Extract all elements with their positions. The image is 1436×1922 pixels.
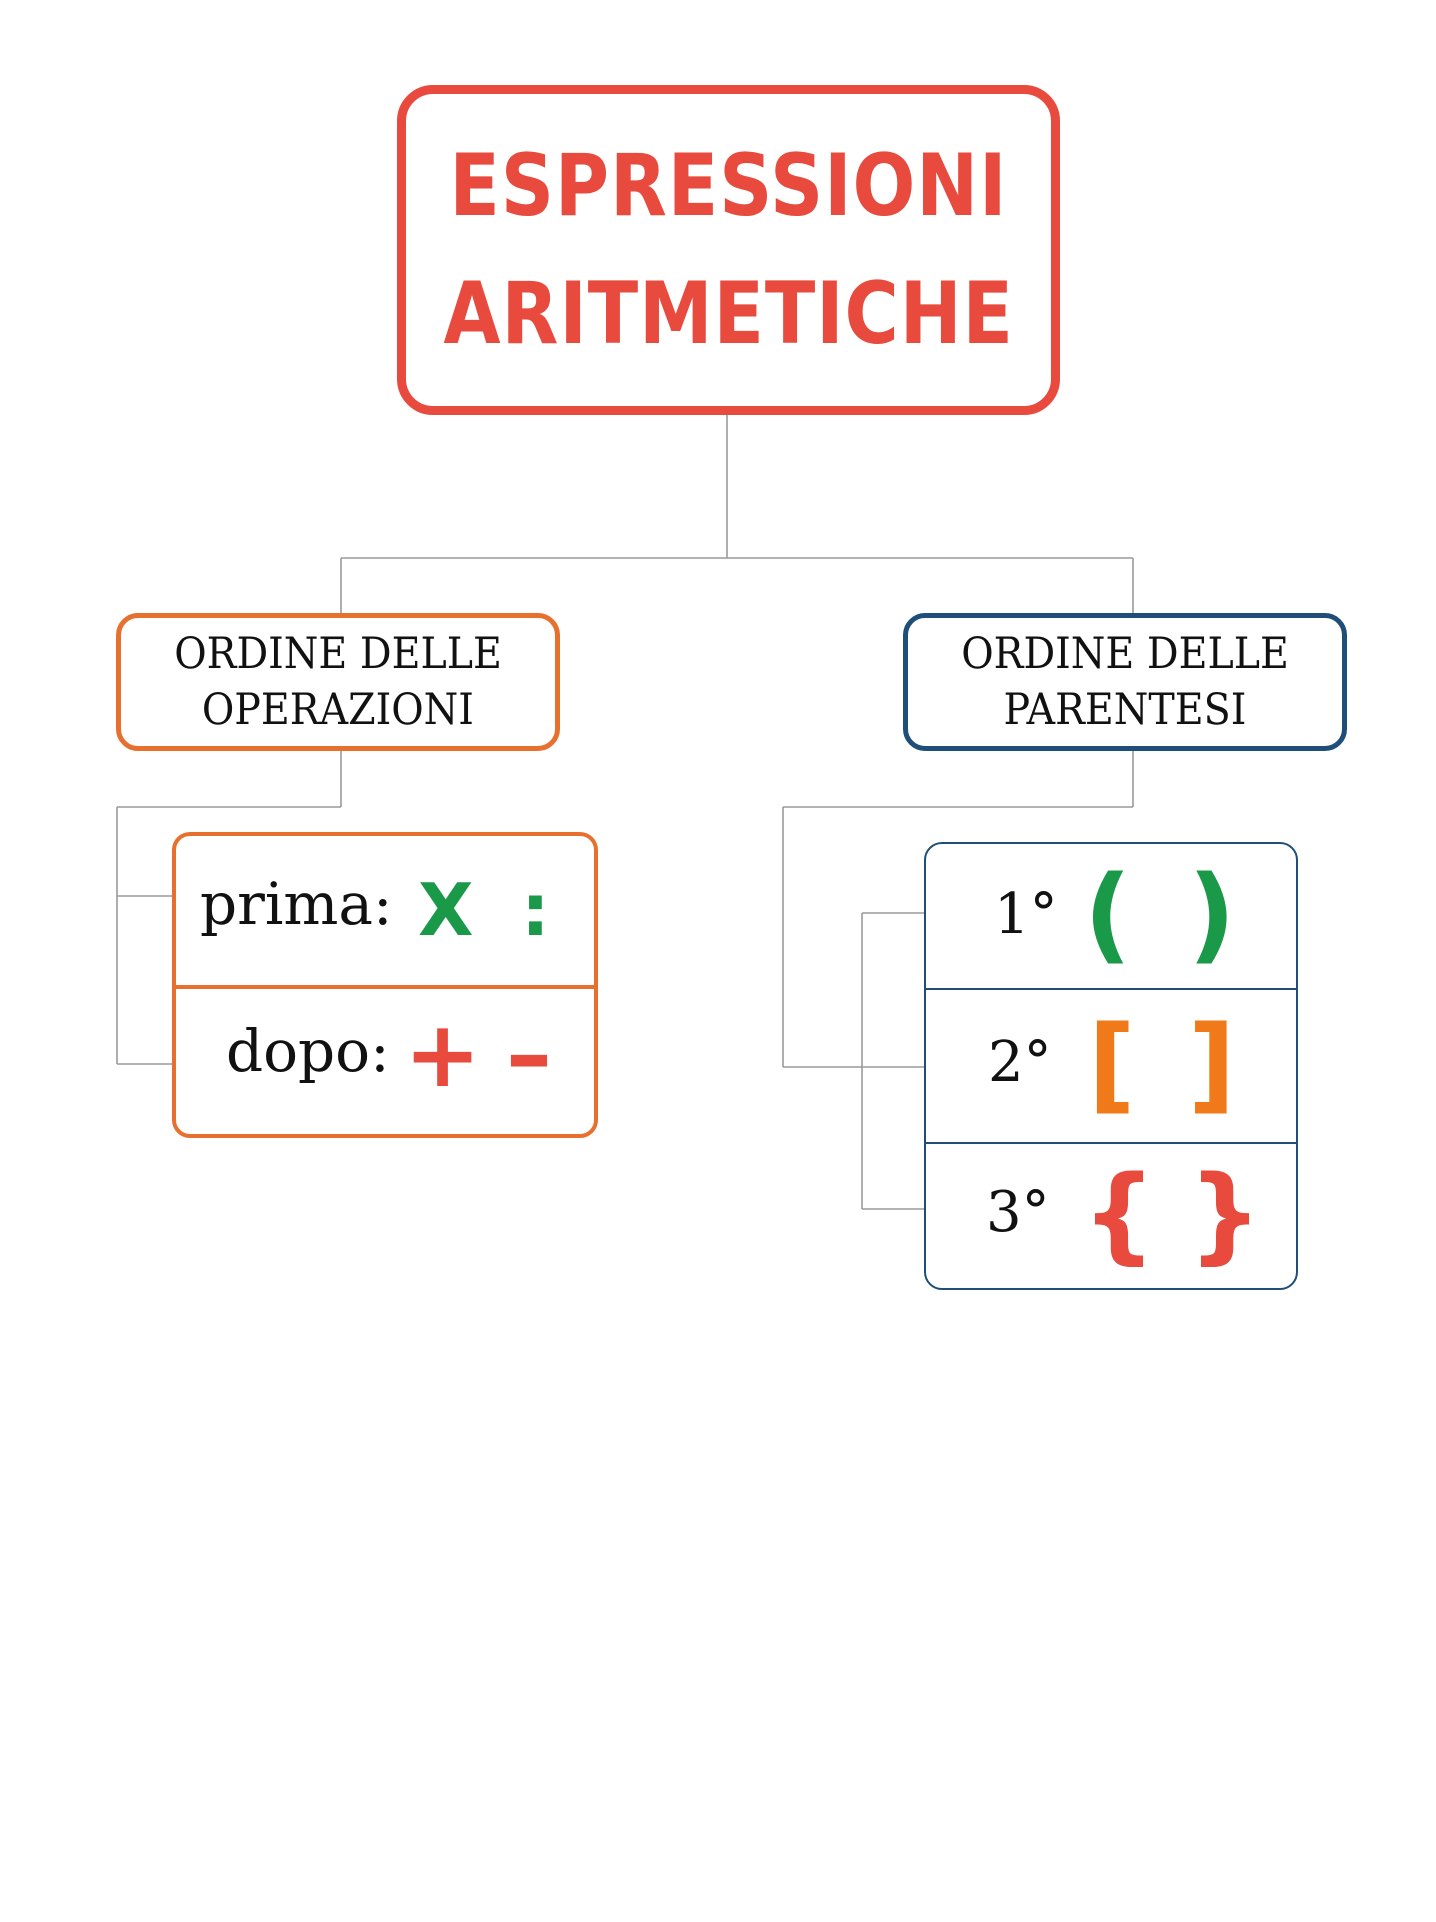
parentheses-row-first <box>926 844 1296 990</box>
operations-heading-line-2: OPERAZIONI <box>201 685 475 735</box>
divide-symbol: : <box>521 868 550 952</box>
operations-heading-line-1: ORDINE DELLE <box>174 629 502 679</box>
round-bracket-close-symbol: ) <box>1188 853 1236 975</box>
operations-label-before: prima: <box>200 870 393 938</box>
title-line-2: ARITMETICHE <box>443 264 1014 364</box>
round-bracket-open-symbol: ( <box>1084 853 1132 975</box>
title-box <box>397 85 1060 415</box>
operations-row-after <box>176 989 594 1138</box>
parentheses-heading-line-2: PARENTESI <box>1003 685 1247 735</box>
parentheses-row-third <box>926 1144 1296 1290</box>
parentheses-row-second <box>926 990 1296 1144</box>
curly-bracket-open-symbol: { <box>1082 1153 1157 1275</box>
square-bracket-close-symbol: ] <box>1188 1003 1236 1125</box>
parentheses-box <box>924 842 1298 1290</box>
multiply-symbol: X <box>418 868 474 952</box>
order-label-second: 2° <box>988 1030 1052 1095</box>
minus-symbol: – <box>506 1001 552 1108</box>
parentheses-heading-box <box>903 613 1347 751</box>
curly-bracket-close-symbol: } <box>1188 1153 1263 1275</box>
operations-row-before <box>176 836 594 989</box>
plus-symbol: + <box>404 1001 482 1108</box>
operations-label-after: dopo: <box>226 1017 390 1085</box>
square-bracket-open-symbol: [ <box>1088 1003 1136 1125</box>
order-label-third: 3° <box>986 1180 1050 1245</box>
parentheses-heading-line-1: ORDINE DELLE <box>961 629 1289 679</box>
operations-box <box>172 832 598 1138</box>
order-label-first: 1° <box>994 882 1058 947</box>
title-line-1: ESPRESSIONI <box>449 136 1008 236</box>
operations-heading-box <box>116 613 560 751</box>
